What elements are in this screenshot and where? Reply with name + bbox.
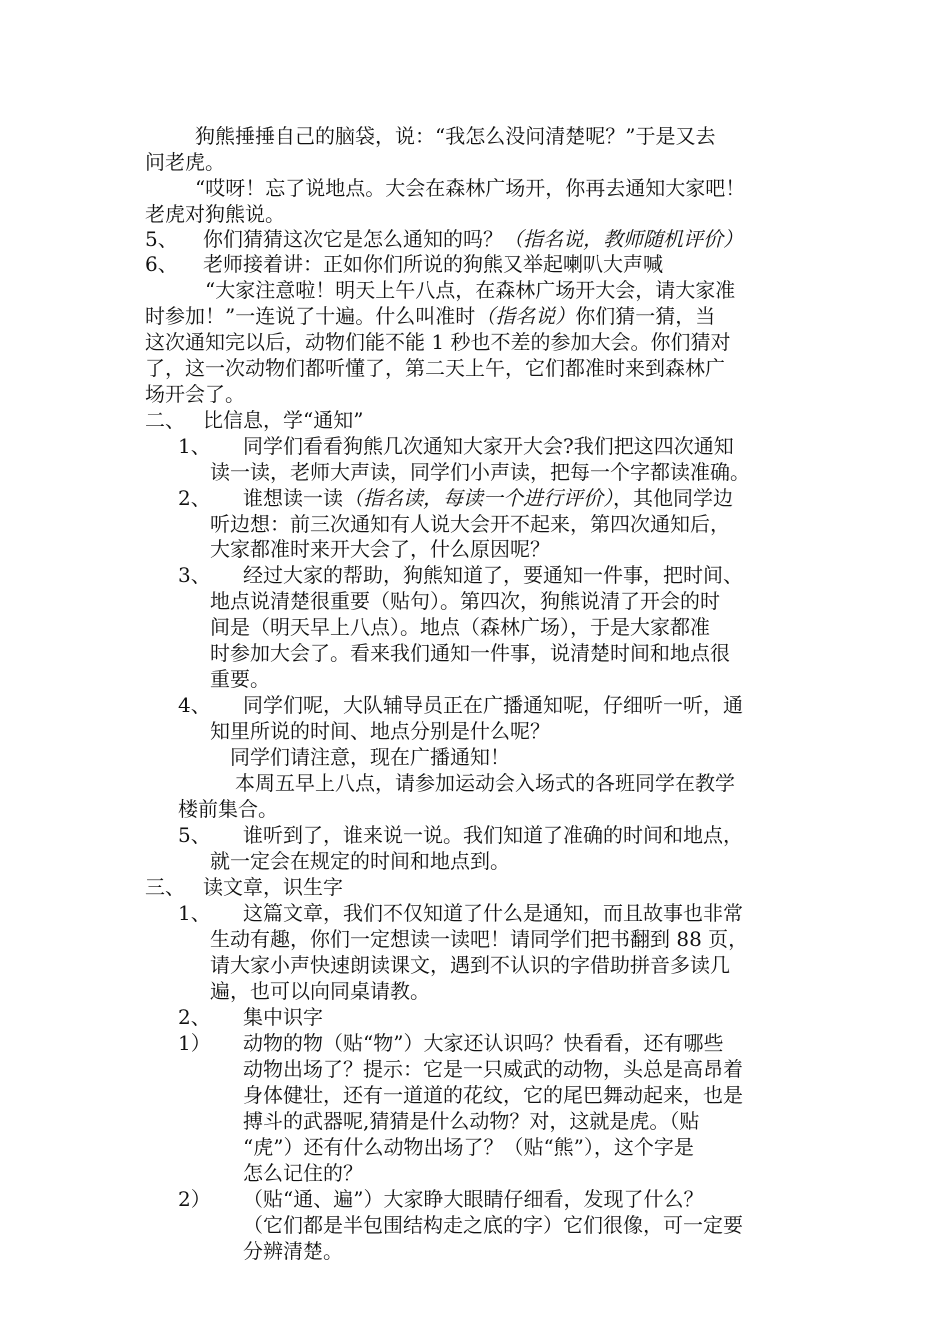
paragraph-line: 了，这一次动物们都听懂了，第二天上午，它们都准时来到森林广	[145, 356, 725, 380]
list-item-line: 遍，也可以向同桌请教。	[210, 979, 430, 1003]
list-number: 3、	[178, 563, 211, 587]
list-number: 1、	[178, 434, 211, 458]
list-item-line	[243, 486, 733, 512]
notice-line: 同学们请注意，现在广播通知！	[230, 745, 510, 769]
list-item-line: 谁听到了，谁来说一说。我们知道了准确的时间和地点，	[243, 823, 743, 847]
teacher-note: （指名读，每读一个进行评价）	[343, 486, 613, 510]
list-item-line: 生动有趣，你们一定想读一读吧！请同学们把书翻到 88 页，	[210, 927, 749, 951]
paragraph-line: 这次通知完以后，动物们能不能 1 秒也不差的参加大会。你们猜对	[145, 330, 731, 354]
list-item-line: 间是（明天早上八点）。地点（森林广场），于是大家都准	[210, 615, 710, 639]
sublist-item-line: 身体健壮，还有一道道的花纹，它的尾巴舞动起来，也是	[243, 1083, 743, 1107]
sublist-item-line: 分辨清楚。	[243, 1239, 343, 1263]
sublist-item-line: （它们都是半包围结构走之底的字）它们很像，可一定要	[243, 1213, 743, 1237]
sublist-item-line: 怎么记住的？	[243, 1161, 363, 1185]
sublist-number: 2）	[178, 1187, 211, 1211]
paragraph-line: 问老虎。	[145, 150, 225, 174]
list-item-text: 谁想读一读	[243, 486, 343, 510]
list-item-line: 知里所说的时间、地点分别是什么呢？	[210, 719, 550, 743]
paragraph-line: 狗熊捶捶自己的脑袋，说：“我怎么没问清楚呢？”于是又去	[195, 124, 716, 148]
paragraph-text: 你们猜一猜，当	[575, 304, 716, 328]
sublist-item-line: （贴“通、遍”）大家睁大眼睛仔细看，发现了什么？	[243, 1187, 704, 1211]
sublist-number: 1）	[178, 1031, 211, 1055]
sublist-item-line: “虎”）还有什么动物出场了？（贴“熊”），这个字是	[243, 1135, 694, 1159]
list-item-line: 听边想：前三次通知有人说大会开不起来，第四次通知后，	[210, 512, 730, 536]
notice-line: 本周五早上八点，请参加运动会入场式的各班同学在教学	[235, 771, 735, 795]
paragraph-line	[145, 304, 715, 330]
teacher-note: （指名说，教师随机评价）	[503, 227, 743, 251]
list-number: 5、	[178, 823, 211, 847]
section-title: 读文章，识生字	[203, 875, 343, 899]
list-number: 4、	[178, 693, 211, 717]
list-number: 2、	[178, 1005, 211, 1029]
list-item-line: 经过大家的帮助，狗熊知道了，要通知一件事，把时间、	[243, 563, 743, 587]
section-number: 二、	[145, 408, 185, 432]
paragraph-line: “大家注意啦！明天上午八点，在森林广场开大会，请大家准	[205, 278, 736, 302]
list-item-line: 大家都准时来开大会了，什么原因呢？	[210, 537, 550, 561]
list-item-text: 集中识字	[243, 1005, 323, 1029]
section-title: 比信息，学“通知”	[203, 408, 364, 432]
teacher-note: （指名说）	[475, 304, 576, 328]
list-item-line: 请大家小声快速朗读课文，遇到不认识的字借助拼音多读几	[210, 953, 730, 977]
list-number: 5、	[145, 227, 178, 251]
notice-line: 楼前集合。	[178, 797, 278, 821]
list-item-line: 读一读，老师大声读，同学们小声读，把每一个字都读准确。	[210, 460, 750, 484]
list-number: 1、	[178, 901, 211, 925]
list-item-text: ，其他同学边	[613, 486, 733, 510]
sublist-item-line: 搏斗的武器呢,猜猜是什么动物？对，这就是虎。（贴	[243, 1109, 700, 1133]
list-item-line: 就一定会在规定的时间和地点到。	[210, 849, 510, 873]
paragraph-line: “哎呀！忘了说地点。大会在森林广场开，你再去通知大家吧！	[195, 176, 746, 200]
paragraph-line: 场开会了。	[145, 382, 245, 406]
list-number: 6、	[145, 252, 178, 276]
list-item-line: 重要。	[210, 667, 270, 691]
sublist-item-line: 动物的物（贴“物”）大家还认识吗？快看看，还有哪些	[243, 1031, 724, 1055]
list-number: 2、	[178, 486, 211, 510]
paragraph-text: 时参加！”一连说了十遍。什么叫准时	[145, 304, 476, 328]
list-item-text: 你们猜猜这次它是怎么通知的吗？	[203, 227, 503, 251]
list-item-line: 这篇文章，我们不仅知道了什么是通知，而且故事也非常	[243, 901, 743, 925]
list-item-line: 时参加大会了。看来我们通知一件事，说清楚时间和地点很	[210, 641, 730, 665]
list-item-text: 老师接着讲：正如你们所说的狗熊又举起喇叭大声喊	[203, 252, 663, 276]
list-item-line: 地点说清楚很重要（贴句）。第四次，狗熊说清了开会的时	[210, 589, 720, 613]
sublist-item-line: 动物出场了？提示：它是一只威武的动物，头总是高昂着	[243, 1057, 743, 1081]
list-item-line: 同学们看看狗熊几次通知大家开大会?我们把这四次通知	[243, 434, 734, 458]
section-number: 三、	[145, 875, 185, 899]
list-item-line: 同学们呢，大队辅导员正在广播通知呢，仔细听一听，通	[243, 693, 743, 717]
paragraph-line: 老虎对狗熊说。	[145, 202, 285, 226]
list-item	[203, 227, 743, 253]
